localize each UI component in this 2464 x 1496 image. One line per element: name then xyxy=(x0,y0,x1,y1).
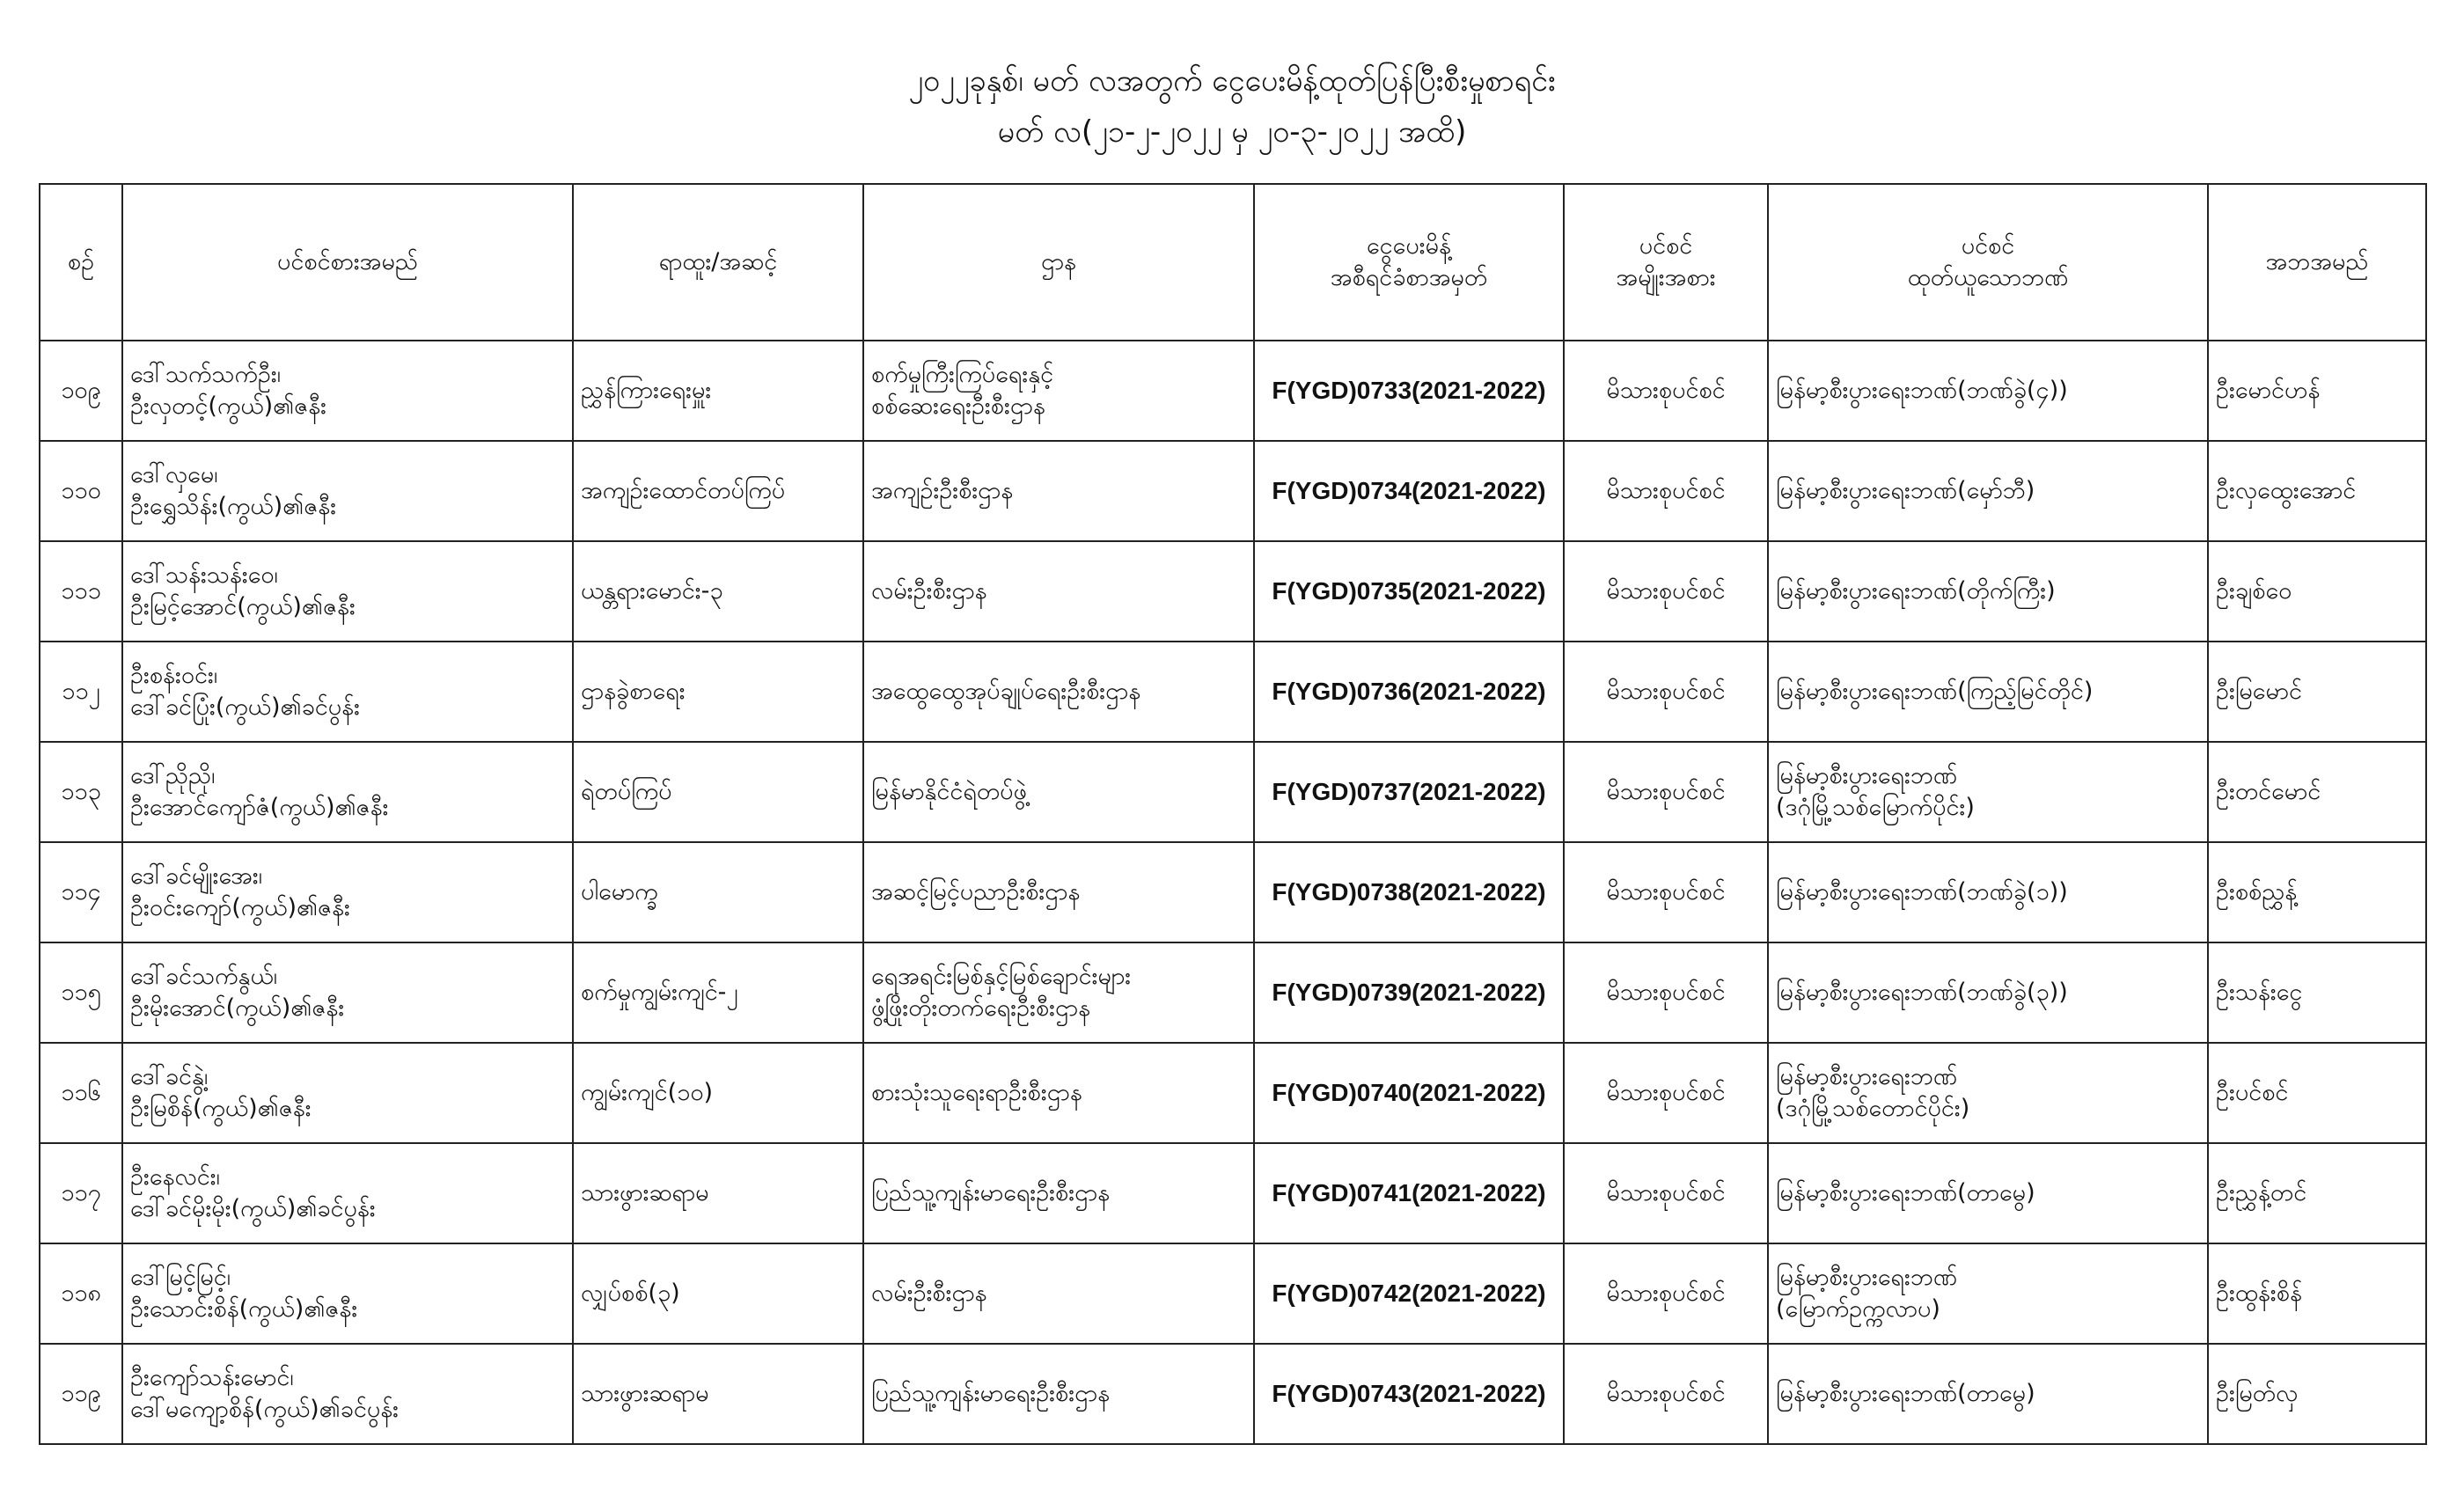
table-row xyxy=(40,742,2426,842)
cell-order-number: F(YGD)0741(2021-2022) xyxy=(1254,1143,1564,1243)
cell-serial: ၁၁၉ xyxy=(40,1344,122,1444)
cell-serial: ၁၁၂ xyxy=(40,642,122,742)
cell-rank: ယန္တရားမောင်း-၃ xyxy=(573,541,863,642)
cell-bank: မြန်မာ့စီးပွားရေးဘဏ် (ဒဂုံမြို့သစ်မြောက်ပိုင်း) xyxy=(1768,742,2208,842)
cell-father-name: ဦးမြမောင် xyxy=(2208,642,2426,742)
table-header-row xyxy=(40,184,2426,341)
cell-rank: လျှပ်စစ်(၃) xyxy=(573,1243,863,1344)
cell-pension-type: မိသားစုပင်စင် xyxy=(1564,1243,1768,1344)
cell-department: စားသုံးသူရေးရာဦးစီးဌာန xyxy=(863,1043,1254,1143)
table-row xyxy=(40,1344,2426,1444)
cell-pensioner-name: ဒေါ်ညိုညို၊ ဦးအောင်ကျော်ဇံ(ကွယ်)၏ဇနီး xyxy=(122,742,573,842)
header-father-name: အဘအမည် xyxy=(2208,184,2426,341)
header-department: ဌာန xyxy=(863,184,1254,341)
cell-rank: အကျဉ်းထောင်တပ်ကြပ် xyxy=(573,441,863,541)
cell-serial: ၁၁၁ xyxy=(40,541,122,642)
cell-pensioner-name: ဒေါ်မြင့်မြင့်၊ ဦးသောင်းစိန်(ကွယ်)၏ဇနီး xyxy=(122,1243,573,1344)
cell-pensioner-name: ဦးကျော်သန်းမောင်၊ ဒေါ်မကျော့စိန်(ကွယ်)၏ခင်ပွန်း xyxy=(122,1344,573,1444)
cell-department: လမ်းဦးစီးဌာန xyxy=(863,541,1254,642)
cell-bank: မြန်မာ့စီးပွားရေးဘဏ်(တာမွေ) xyxy=(1768,1143,2208,1243)
table-row xyxy=(40,1243,2426,1344)
cell-bank: မြန်မာ့စီးပွားရေးဘဏ်(ဘဏ်ခွဲ(၄)) xyxy=(1768,341,2208,441)
cell-pensioner-name: ဒေါ်သက်သက်ဦး၊ ဦးလှတင့်(ကွယ်)၏ဇနီး xyxy=(122,341,573,441)
cell-bank: မြန်မာ့စီးပွားရေးဘဏ် (မြောက်ဥက္ကလာပ) xyxy=(1768,1243,2208,1344)
cell-serial: ၁၁၃ xyxy=(40,742,122,842)
table-row xyxy=(40,942,2426,1043)
cell-department: အထွေထွေအုပ်ချုပ်ရေးဦးစီးဌာန xyxy=(863,642,1254,742)
header-bank: ပင်စင် ထုတ်ယူသောဘဏ် xyxy=(1768,184,2208,341)
table-row xyxy=(40,341,2426,441)
cell-department: ပြည်သူ့ကျန်းမာရေးဦးစီးဌာန xyxy=(863,1344,1254,1444)
cell-bank: မြန်မာ့စီးပွားရေးဘဏ်(တာမွေ) xyxy=(1768,1344,2208,1444)
header-order-number: ငွေပေးမိန့် အစီရင်ခံစာအမှတ် xyxy=(1254,184,1564,341)
cell-department: မြန်မာနိုင်ငံရဲတပ်ဖွဲ့ xyxy=(863,742,1254,842)
cell-bank: မြန်မာ့စီးပွားရေးဘဏ် (ဒဂုံမြို့သစ်တောင်ပိုင်း) xyxy=(1768,1043,2208,1143)
cell-father-name: ဦးမောင်ဟန် xyxy=(2208,341,2426,441)
cell-department: ပြည်သူ့ကျန်းမာရေးဦးစီးဌာန xyxy=(863,1143,1254,1243)
table-row xyxy=(40,642,2426,742)
document-title: ၂၀၂၂ခုနှစ်၊ မတ် လအတွက် ငွေပေးမိန့်ထုတ်ပြန်ပြီးစီးမှုစာရင်း xyxy=(908,63,1556,99)
table-row xyxy=(40,441,2426,541)
header-rank: ရာထူး/အဆင့် xyxy=(573,184,863,341)
cell-order-number: F(YGD)0735(2021-2022) xyxy=(1254,541,1564,642)
cell-order-number: F(YGD)0738(2021-2022) xyxy=(1254,842,1564,942)
cell-rank: ပါမောက္ခ xyxy=(573,842,863,942)
cell-department: လမ်းဦးစီးဌာန xyxy=(863,1243,1254,1344)
cell-rank: သားဖွားဆရာမ xyxy=(573,1143,863,1243)
cell-pension-type: မိသားစုပင်စင် xyxy=(1564,441,1768,541)
cell-rank: သားဖွားဆရာမ xyxy=(573,1344,863,1444)
cell-pension-type: မိသားစုပင်စင် xyxy=(1564,942,1768,1043)
document-subtitle: မတ် လ(၂၁-၂-၂၀၂၂ မှ ၂၀-၃-၂၀၂၂ အထိ) xyxy=(997,114,1467,150)
cell-pension-type: မိသားစုပင်စင် xyxy=(1564,642,1768,742)
cell-pensioner-name: ဦးနေလင်း၊ ဒေါ်ခင်မိုးမိုး(ကွယ်)၏ခင်ပွန်း xyxy=(122,1143,573,1243)
cell-order-number: F(YGD)0739(2021-2022) xyxy=(1254,942,1564,1043)
cell-serial: ၁၁၇ xyxy=(40,1143,122,1243)
cell-rank: စက်မှုကျွမ်းကျင်-၂ xyxy=(573,942,863,1043)
cell-pensioner-name: ဒေါ်လှမေ၊ ဦးရွှေသိန်း(ကွယ်)၏ဇနီး xyxy=(122,441,573,541)
header-serial: စဉ် xyxy=(40,184,122,341)
cell-rank: ဌာနခွဲစာရေး xyxy=(573,642,863,742)
header-pensioner-name: ပင်စင်စားအမည် xyxy=(122,184,573,341)
cell-bank: မြန်မာ့စီးပွားရေးဘဏ်(ဘဏ်ခွဲ(၁)) xyxy=(1768,842,2208,942)
table-row xyxy=(40,1143,2426,1243)
cell-pensioner-name: ဒေါ်ခင်နွဲ့၊ ဦးမြစိန်(ကွယ်)၏ဇနီး xyxy=(122,1043,573,1143)
cell-order-number: F(YGD)0740(2021-2022) xyxy=(1254,1043,1564,1143)
cell-serial: ၁၁၄ xyxy=(40,842,122,942)
cell-serial: ၁၁၆ xyxy=(40,1043,122,1143)
cell-rank: ညွှန်ကြားရေးမှူး xyxy=(573,341,863,441)
cell-order-number: F(YGD)0743(2021-2022) xyxy=(1254,1344,1564,1444)
table-row xyxy=(40,1043,2426,1143)
cell-pensioner-name: ဒေါ်ခင်သက်နွယ်၊ ဦးမိုးအောင်(ကွယ်)၏ဇနီး xyxy=(122,942,573,1043)
cell-department: အကျဉ်းဦးစီးဌာန xyxy=(863,441,1254,541)
cell-father-name: ဦးမြတ်လှ xyxy=(2208,1344,2426,1444)
cell-department: ရေအရင်းမြစ်နှင့်မြစ်ချောင်းများ ဖွံ့ဖြိုးတိုးတက်ရေးဦးစီးဌာန xyxy=(863,942,1254,1043)
cell-father-name: ဦးညွှန့်တင် xyxy=(2208,1143,2426,1243)
cell-rank: ရဲတပ်ကြပ် xyxy=(573,742,863,842)
cell-order-number: F(YGD)0736(2021-2022) xyxy=(1254,642,1564,742)
cell-father-name: ဦးပင်စင် xyxy=(2208,1043,2426,1143)
cell-order-number: F(YGD)0742(2021-2022) xyxy=(1254,1243,1564,1344)
cell-serial: ၁၁၈ xyxy=(40,1243,122,1344)
cell-father-name: ဦးချစ်ဝေ xyxy=(2208,541,2426,642)
cell-father-name: ဦးလှထွေးအောင် xyxy=(2208,441,2426,541)
cell-serial: ၁၁၅ xyxy=(40,942,122,1043)
cell-pension-type: မိသားစုပင်စင် xyxy=(1564,341,1768,441)
cell-father-name: ဦးသန်းငွေ xyxy=(2208,942,2426,1043)
cell-serial: ၁၁၀ xyxy=(40,441,122,541)
cell-order-number: F(YGD)0734(2021-2022) xyxy=(1254,441,1564,541)
cell-rank: ကျွမ်းကျင်(၁၀) xyxy=(573,1043,863,1143)
cell-pension-type: မိသားစုပင်စင် xyxy=(1564,541,1768,642)
cell-pension-type: မိသားစုပင်စင် xyxy=(1564,842,1768,942)
cell-order-number: F(YGD)0733(2021-2022) xyxy=(1254,341,1564,441)
cell-pension-type: မိသားစုပင်စင် xyxy=(1564,1143,1768,1243)
header-pension-type: ပင်စင် အမျိုးအစား xyxy=(1564,184,1768,341)
cell-father-name: ဦးထွန်းစိန် xyxy=(2208,1243,2426,1344)
cell-pensioner-name: ဒေါ်သန်းသန်းဝေ၊ ဦးမြင့်အောင်(ကွယ်)၏ဇနီး xyxy=(122,541,573,642)
cell-department: စက်မှုကြီးကြပ်ရေးနှင့် စစ်ဆေးရေးဦးစီးဌာန xyxy=(863,341,1254,441)
cell-pensioner-name: ဦးစန်းဝင်း၊ ဒေါ်ခင်ပြုံး(ကွယ်)၏ခင်ပွန်း xyxy=(122,642,573,742)
cell-pension-type: မိသားစုပင်စင် xyxy=(1564,1344,1768,1444)
cell-bank: မြန်မာ့စီးပွားရေးဘဏ်(မှော်ဘီ) xyxy=(1768,441,2208,541)
table-row xyxy=(40,842,2426,942)
cell-order-number: F(YGD)0737(2021-2022) xyxy=(1254,742,1564,842)
cell-serial: ၁၀၉ xyxy=(40,341,122,441)
cell-bank: မြန်မာ့စီးပွားရေးဘဏ်(ကြည့်မြင်တိုင်) xyxy=(1768,642,2208,742)
cell-department: အဆင့်မြင့်ပညာဦးစီးဌာန xyxy=(863,842,1254,942)
cell-pension-type: မိသားစုပင်စင် xyxy=(1564,1043,1768,1143)
cell-father-name: ဦးစစ်ညွှန့် xyxy=(2208,842,2426,942)
table-row xyxy=(40,541,2426,642)
cell-bank: မြန်မာ့စီးပွားရေးဘဏ်(ဘဏ်ခွဲ(၃)) xyxy=(1768,942,2208,1043)
cell-pension-type: မိသားစုပင်စင် xyxy=(1564,742,1768,842)
pension-table xyxy=(39,183,2427,1445)
cell-father-name: ဦးတင်မောင် xyxy=(2208,742,2426,842)
cell-bank: မြန်မာ့စီးပွားရေးဘဏ်(တိုက်ကြီး) xyxy=(1768,541,2208,642)
cell-pensioner-name: ဒေါ်ခင်မျိုးအေး၊ ဦးဝင်းကျော်(ကွယ်)၏ဇနီး xyxy=(122,842,573,942)
